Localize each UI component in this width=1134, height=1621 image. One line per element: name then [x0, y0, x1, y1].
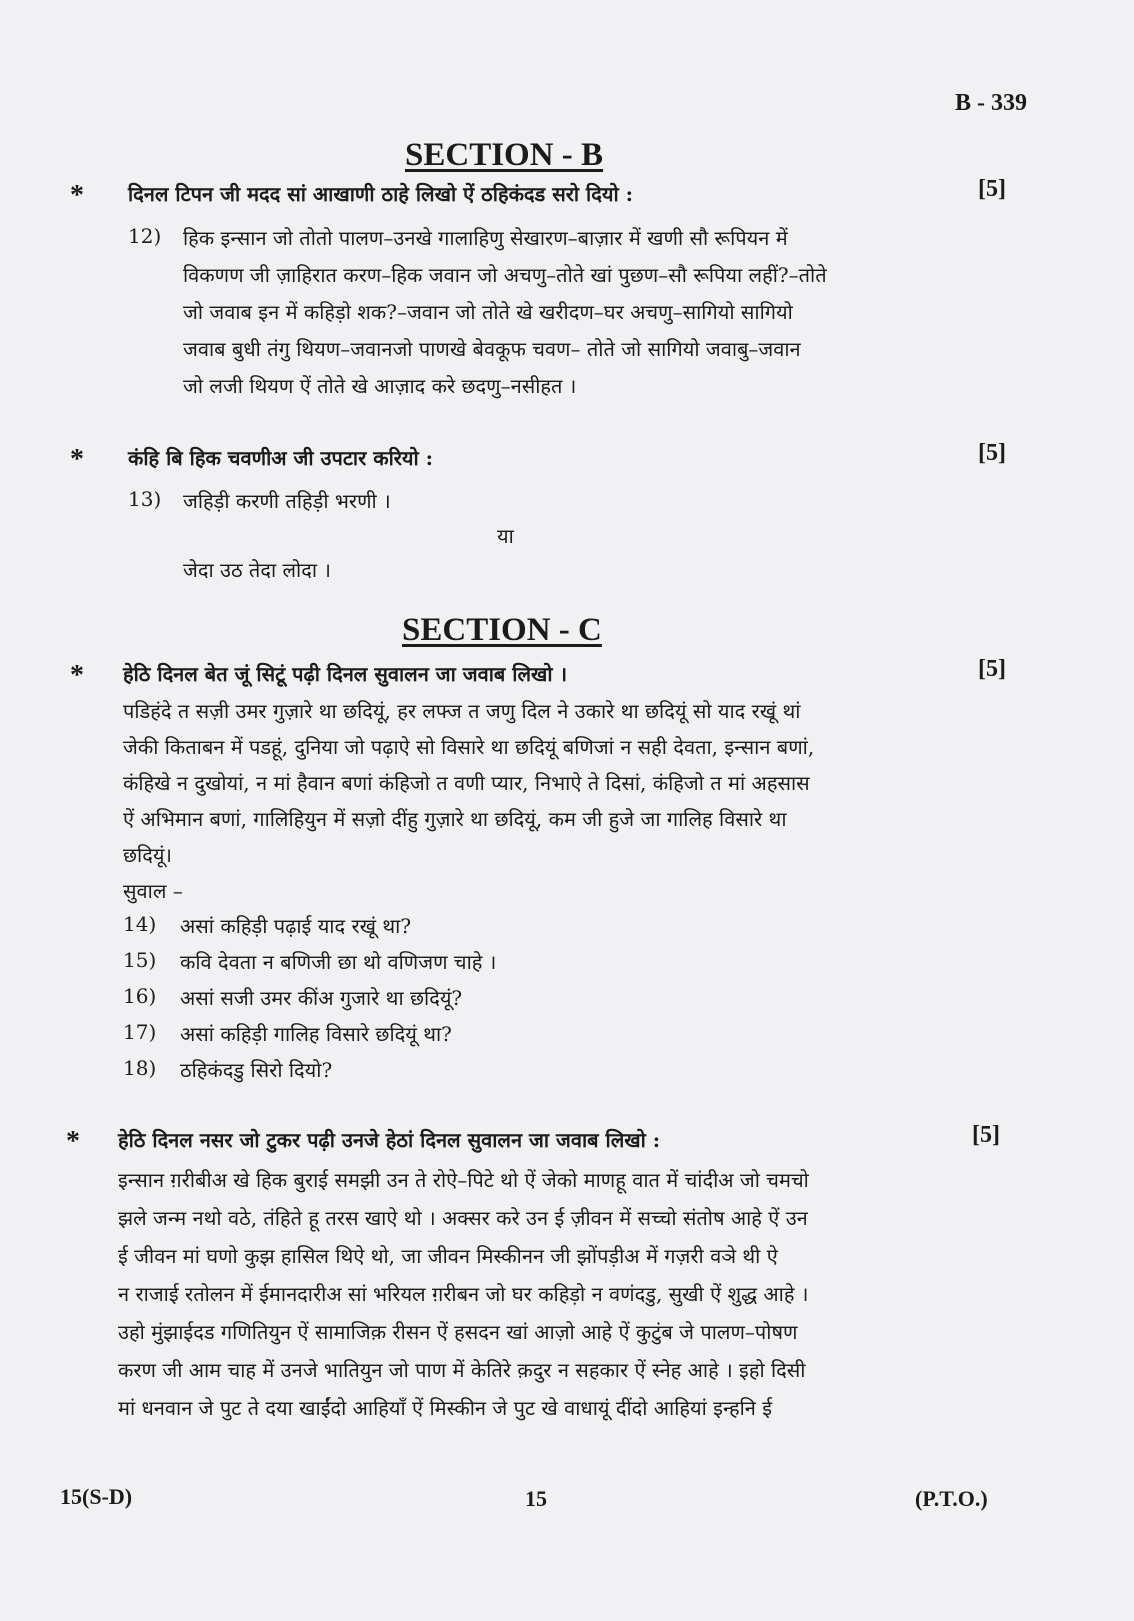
- marks-label: [5]: [978, 440, 1006, 466]
- prose-line: न राजाई रतोलन में ईमानदारीअ सां भरियल ग़रीबन जो घर कहिड़ो न वणंदडु, सुखी ऐं शुद्ध आहे ।: [118, 1282, 809, 1306]
- prose-line: करण जी आम चाह में उनजे भातियुन जो पाण में केतिरे क़दुर न सहकार ऐं स्नेह आहे । इहो दिसी: [118, 1358, 806, 1382]
- pto-label: (P.T.O.): [915, 1486, 988, 1511]
- poem-line: ऐं अभिमान बणां, गालिहियुन में सज़ो दींहु गुज़ारे था छदियूं, कम जी हुजे जा गालिह विसारे था: [123, 807, 787, 831]
- marks-label: [5]: [978, 176, 1006, 202]
- poem-instruction: हेठि दिनल बेत जूं सिटूं पढ़ी दिनल सुवालन जा जवाब लिखो ।: [123, 662, 568, 686]
- poem-line: जेकी किताबन में पडहूं, दुनिया जो पढ़ाऐ सो विसारे था छदियूं बणिजां न सही देवता, इन्सान बणां,: [123, 735, 815, 759]
- prose-line: उहो मुंझाईदड गणितियुन ऐं सामाजिक़ रीसन ऐं हसदन खां आज़ो आहे ऐं कुटुंब जे पालण–पोषण: [118, 1320, 798, 1344]
- story-line: हिक इन्सान जो तोतो पालण–उनखे गालाहिणु सेखारण–बाज़ार में खणी सौ रूपियन में: [183, 226, 788, 250]
- page-number: 15: [525, 1486, 547, 1511]
- questions-label: सुवाल –: [123, 879, 183, 903]
- question-marker: *: [66, 1126, 80, 1157]
- footer-code: 15(S-D): [60, 1484, 133, 1509]
- poem-line: छदियूं।: [123, 843, 172, 867]
- poem-line: पडिहंदे त सज़ी उमर गुज़ारे था छदियूं, हर लफ्ज त जणु दिल ने उकारे था छदियूं सो याद रखूं थां: [123, 699, 801, 723]
- question-number: 16): [123, 984, 157, 1008]
- question-number: 15): [123, 948, 157, 972]
- section-c-title: SECTION - C: [402, 612, 602, 648]
- proverb-instruction: कंहि बि हिक चवणीअ जी उपटार करियो :: [128, 446, 434, 470]
- poem-line: कंहिखे न दुखोयां, न मां हैवान बणां कंहिजो त वणी प्यार, निभाऐ ते दिसां, कंहिजो त मां अहसास: [123, 771, 810, 795]
- story-line: जवाब बुधी तंगु थियण–जवानजो पाणखे बेवकूफ चवण– तोते जो सागियो जवाबु–जवान: [183, 337, 801, 361]
- question-number: 14): [123, 912, 157, 936]
- question-number: 12): [128, 224, 162, 248]
- question-marker: *: [70, 180, 84, 211]
- question-text: असां कहिड़ी पढ़ाई याद रखूं था?: [180, 914, 412, 938]
- prose-line: ई जीवन मां घणो कुझ हासिल थिऐ थो, जा जीवन मिस्कीनन जी झोंपड़ीअ में गज़री वञे थी ऐ: [118, 1244, 778, 1268]
- prose-line: मां धनवान जे पुट ते दया खाईंदो आहियाँ ऐं मिस्कीन जे पुट खे वाधायूं दींदो आहियां इन्हनि ई: [118, 1396, 773, 1420]
- question-text: ठहिकंदडु सिरो दियो?: [180, 1058, 333, 1082]
- question-number: 13): [128, 487, 162, 511]
- paper-code: B - 339: [955, 90, 1027, 116]
- question-text: असां कहिड़ी गालिह विसारे छदियूं था?: [180, 1022, 452, 1046]
- story-instruction: दिनल टिपन जी मदद सां आखाणी ठाहे लिखो ऐं ठहिकंदड सरो दियो :: [128, 182, 633, 206]
- or-label: या: [497, 524, 514, 548]
- section-b-title: SECTION - B: [405, 137, 604, 173]
- marks-label: [5]: [972, 1122, 1000, 1148]
- prose-line: झले जन्म नथो वठे, तंहिते हू तरस खाऐ थो । अक्सर करे उन ई ज़ीवन में सच्चो संतोष आहे ऐं उन: [118, 1206, 808, 1230]
- prose-instruction: हेठि दिनल नसर जो टुकर पढ़ी उनजे हेठां दिनल सुवालन जा जवाब लिखो :: [118, 1128, 661, 1152]
- question-marker: *: [70, 660, 84, 691]
- proverb-option: जहिड़ी करणी तहिड़ी भरणी ।: [183, 489, 391, 513]
- question-text: असां सजी उमर कींअ गुजारे था छदियूं?: [180, 986, 463, 1010]
- story-line: विकणण जी ज़ाहिरात करण–हिक जवान जो अचणु–तोते खां पुछण–सौ रूपिया लहीं?–तोते: [183, 263, 827, 287]
- story-line: जो जवाब इन में कहिड़ो शक?–जवान जो तोते खे खरीदण–घर अचणु–सागियो सागियो: [183, 300, 793, 324]
- prose-line: इन्सान ग़रीबीअ खे हिक बुराई समझी उन ते रोऐ–पिटे थो ऐं जेको माणहू वात में चांदीअ जो चमचो: [118, 1168, 809, 1192]
- marks-label: [5]: [978, 656, 1006, 682]
- question-text: कवि देवता न बणिजी छा थो वणिजण चाहे ।: [180, 950, 497, 974]
- question-marker: *: [70, 444, 84, 475]
- question-number: 18): [123, 1056, 157, 1080]
- proverb-option: जेदा उठ तेदा लोदा ।: [183, 558, 331, 582]
- question-number: 17): [123, 1020, 157, 1044]
- story-line: जो लजी थियण ऐं तोते खे आज़ाद करे छदणु–नसीहत ।: [183, 374, 577, 398]
